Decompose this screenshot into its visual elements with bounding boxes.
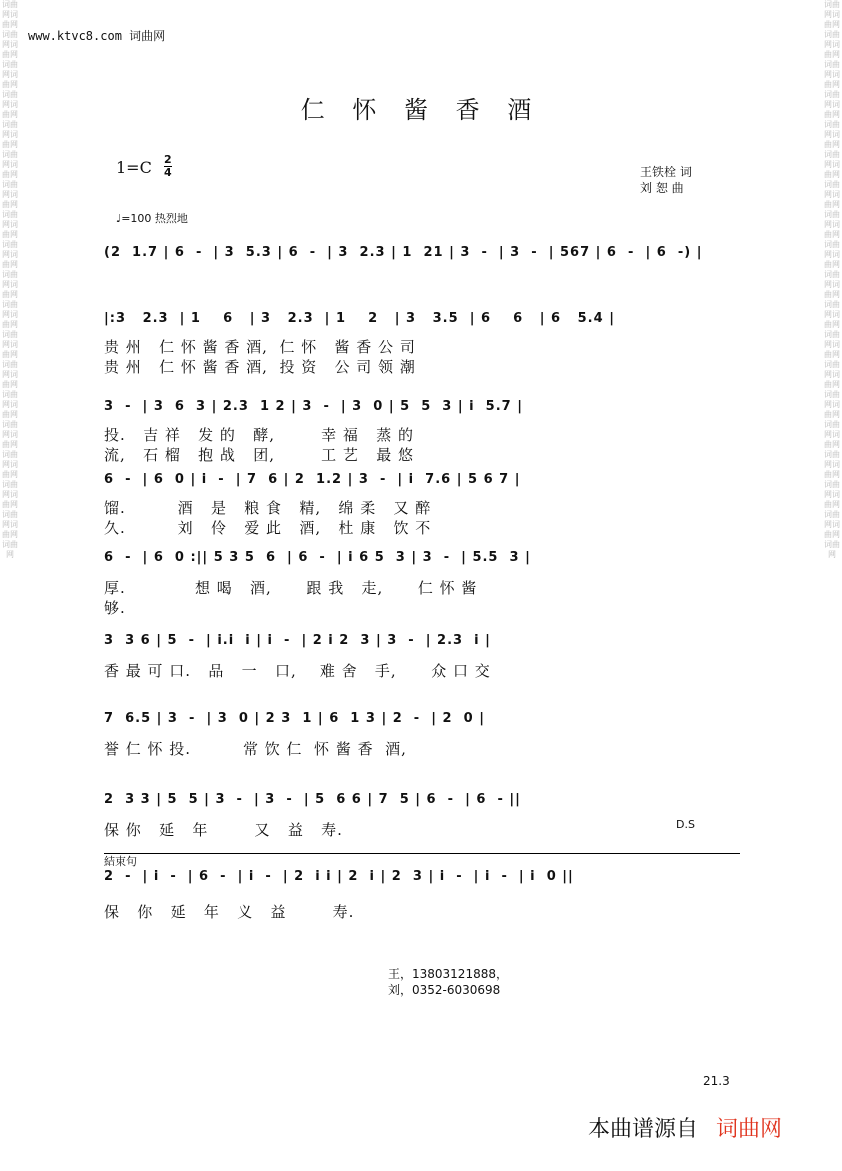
- song-title: 仁 怀 酱 香 酒: [300, 96, 542, 124]
- tempo-marking: ♩=100 热烈地: [116, 212, 188, 225]
- coda-bracket: [104, 853, 740, 854]
- contact-line: 王，13803121888，: [388, 967, 508, 981]
- source-text: 本曲谱源自: [588, 1117, 699, 1142]
- lyric-line: 誉 仁 怀 投. 常 饮 仁 怀 酱 香 酒,: [104, 740, 407, 758]
- time-bottom: 4: [164, 166, 172, 179]
- staff-row: [104, 240, 740, 266]
- notation-line: 2 - | i - | 6 - | i - | 2 i i | 2 i | 2 3 | i - | i - | i 0 ||: [104, 869, 574, 884]
- lyric-line: 流, 石 榴 抱 战 团, 工 艺 最 悠: [104, 446, 414, 464]
- coda-label: 結束句: [104, 855, 137, 868]
- lyric-line: 贵 州 仁 怀 酱 香 酒, 仁 怀 酱 香 公 司: [104, 338, 416, 356]
- site-url[interactable]: www.ktvc8.com 词曲网: [28, 29, 166, 43]
- contact-info: [388, 966, 508, 998]
- notation-line: 7 6.5 | 3 - | 3 0 | 2 3 1 | 6 1 3 | 2 - | 2 0 |: [104, 711, 485, 726]
- staff-row: [104, 545, 740, 571]
- contact-line: 刘，0352-6030698: [388, 983, 501, 997]
- lyric-line: 保 你 延 年 义 益 寿.: [104, 903, 355, 921]
- notation-line: 3 - | 3 6 3 | 2.3 1 2 | 3 - | 3 0 | 5 5 3 | i 5.7 |: [104, 399, 523, 414]
- credits: [640, 164, 692, 196]
- composer: 刘 恕 曲: [640, 181, 684, 195]
- lyric-line: 贵 州 仁 怀 酱 香 酒, 投 资 公 司 领 潮: [104, 358, 416, 376]
- staff-row: [104, 394, 740, 420]
- lyric-line: 投. 吉 祥 发 的 酵, 幸 福 蒸 的: [104, 426, 414, 444]
- staff-row: [104, 628, 740, 654]
- notation-line: 3 3 6 | 5 - | i.i i | i - | 2 i 2 3 | 3 - | 2.3 i |: [104, 633, 491, 648]
- key-signature: 1=C: [116, 158, 152, 177]
- lyric-line: 馏. 酒 是 粮 食 精, 绵 柔 又 醉: [104, 499, 432, 517]
- watermark-right: 词曲网词曲网词曲网词曲网词曲网词曲网词曲网词曲网词曲网词曲网词曲网词曲网词曲网词曲网词曲网词曲网词曲网词曲网词曲网词曲网词曲网词曲网词曲网词曲网词曲网词曲网词曲网词曲网词曲网词曲网词曲网词曲网词曲网词曲网词曲网词曲网词曲网: [824, 0, 840, 559]
- source-brand[interactable]: 词曲网: [716, 1117, 783, 1142]
- page-number: 21.3: [703, 1074, 730, 1088]
- ds-mark: D.S: [676, 818, 695, 831]
- lyric-line: 保 你 延 年 又 益 寿.: [104, 821, 343, 839]
- notation-line: 6 - | 6 0 | i - | 7 6 | 2 1.2 | 3 - | i 7.6 | 5 6 7 |: [104, 472, 521, 487]
- time-top: 2: [164, 153, 172, 166]
- notation-line: |:3 2.3 | 1 6 | 3 2.3 | 1 2 | 3 3.5 | 6 6 | 6 5.4 |: [104, 311, 615, 326]
- lyricist: 王铁栓 词: [640, 165, 692, 179]
- source-credit: [588, 1112, 782, 1143]
- watermark-left: 词曲网词曲网词曲网词曲网词曲网词曲网词曲网词曲网词曲网词曲网词曲网词曲网词曲网词曲网词曲网词曲网词曲网词曲网词曲网词曲网词曲网词曲网词曲网词曲网词曲网词曲网词曲网词曲网词曲网词曲网词曲网词曲网词曲网词曲网词曲网词曲网词曲网: [2, 0, 18, 559]
- staff-row: [104, 864, 740, 890]
- lyric-line: 够.: [104, 599, 126, 617]
- notation-line: (2 1.7 | 6 - | 3 5.3 | 6 - | 3 2.3 | 1 21 | 3 - | 3 - | 567 | 6 - | 6 -) |: [104, 245, 703, 260]
- lyric-line: 厚. 想 喝 酒, 跟 我 走, 仁 怀 酱: [104, 579, 478, 597]
- lyric-line: 久. 刘 伶 爱 此 酒, 杜 康 饮 不: [104, 519, 432, 537]
- staff-row: [104, 787, 740, 813]
- lyric-line: 香 最 可 口. 品 一 口, 难 舍 手, 众 口 交: [104, 662, 491, 680]
- staff-row: [104, 467, 740, 493]
- time-signature: [164, 154, 172, 179]
- staff-row: [104, 706, 740, 732]
- staff-row: [104, 306, 740, 332]
- notation-line: 2 3 3 | 5 5 | 3 - | 3 - | 5 6 6 | 7 5 | 6 - | 6 - ||: [104, 792, 521, 807]
- notation-line: 6 - | 6 0 :|| 5 3 5 6 | 6 - | i 6 5 3 | 3 - | 5.5 3 |: [104, 550, 531, 565]
